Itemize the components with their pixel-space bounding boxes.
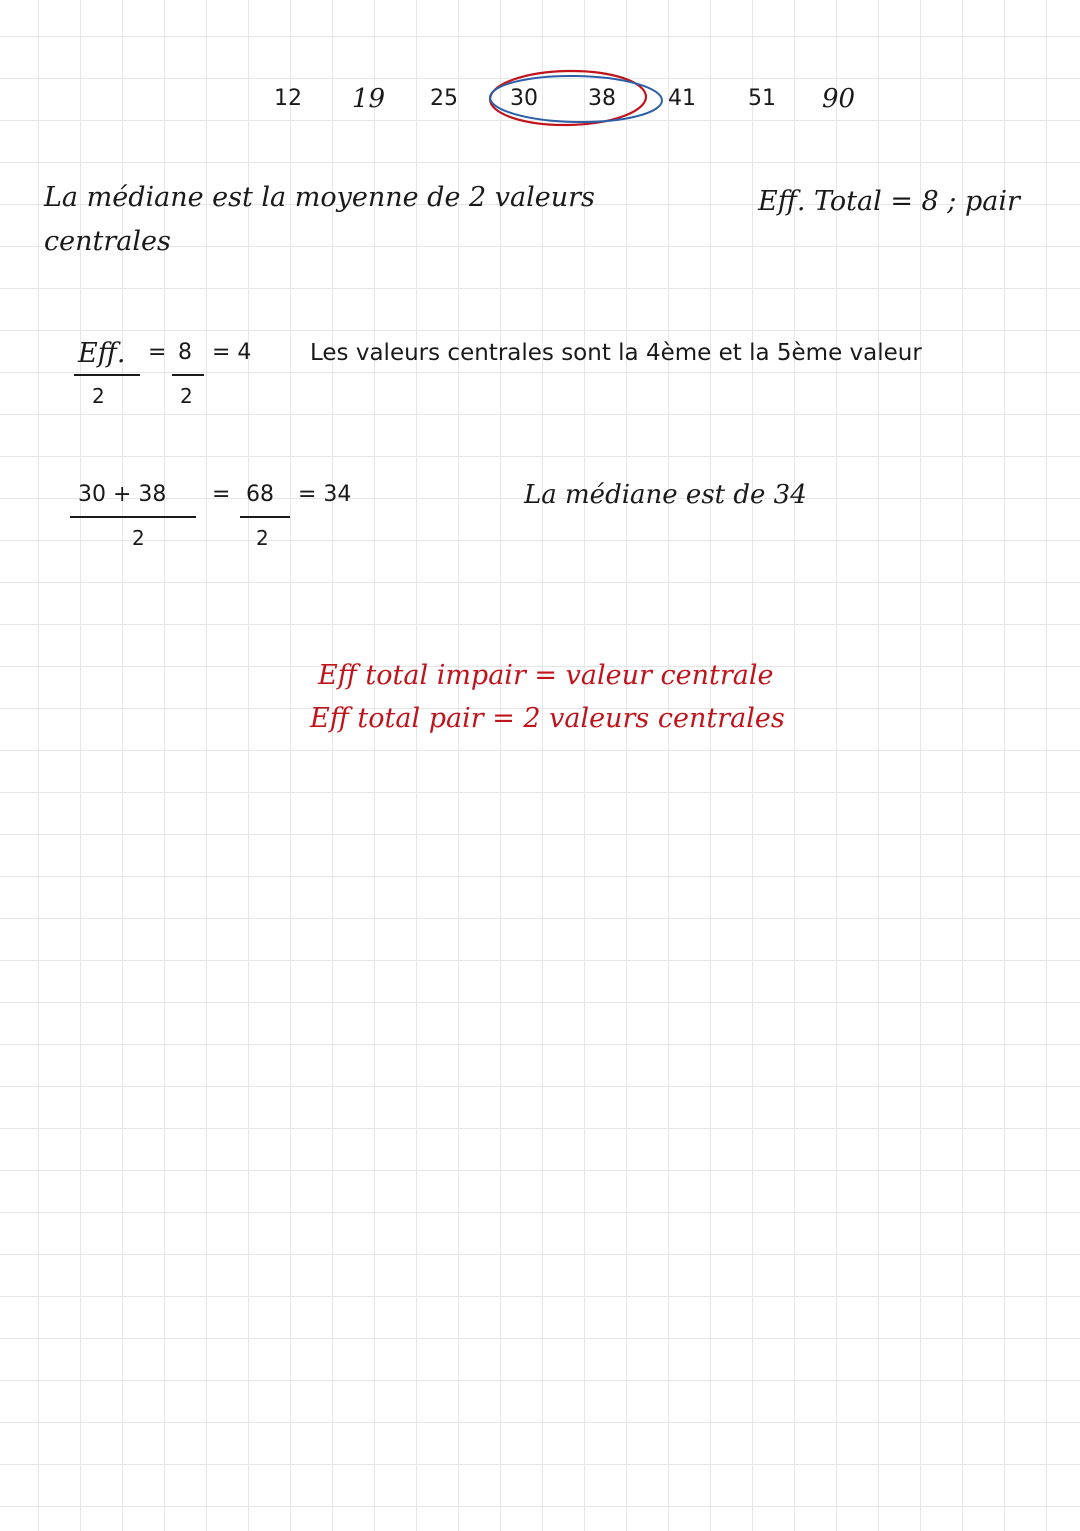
step1-fraction-bar-left (74, 374, 140, 376)
step1-result: = 4 (212, 340, 252, 365)
step2-fraction-bar-left (70, 516, 196, 518)
step1-denominator-right: 2 (180, 384, 193, 408)
step2-equals: = (212, 482, 231, 507)
step1-statement: Les valeurs centrales sont la 4ème et la 5ème valeur (310, 340, 922, 366)
value-2: 19 (352, 84, 386, 114)
step1-denominator-left: 2 (92, 384, 105, 408)
step2-denominator-left: 2 (132, 526, 145, 550)
step1-numerator-left: Eff. (78, 338, 126, 369)
value-4: 30 (510, 86, 538, 111)
step2-fraction-bar-right (240, 516, 290, 518)
step1-numerator-right: 8 (178, 340, 192, 365)
step2-numerator-right: 68 (246, 482, 274, 507)
total-count: Eff. Total = 8 ; pair (758, 186, 1020, 217)
rule-even: Eff total pair = 2 valeurs centrales (310, 703, 785, 734)
definition-line-1: La médiane est la moyenne de 2 valeurs (44, 182, 595, 213)
rule-odd: Eff total impair = valeur centrale (318, 660, 774, 691)
value-5: 38 (588, 86, 616, 111)
value-1: 12 (274, 86, 302, 111)
value-8: 90 (822, 84, 856, 114)
blue-circle-mark (490, 75, 663, 124)
step2-denominator-right: 2 (256, 526, 269, 550)
value-6: 41 (668, 86, 696, 111)
definition-line-2: centrales (44, 226, 171, 257)
step2-statement: La médiane est de 34 (524, 480, 807, 510)
step2-result: = 34 (298, 482, 352, 507)
red-circle-mark (490, 70, 647, 127)
value-7: 51 (748, 86, 776, 111)
step2-numerator-left: 30 + 38 (78, 482, 167, 507)
value-3: 25 (430, 86, 458, 111)
step1-fraction-bar-right (172, 374, 204, 376)
step1-equals: = (148, 340, 167, 365)
